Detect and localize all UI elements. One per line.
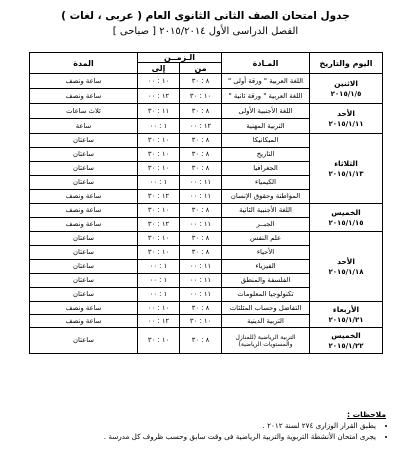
- subject-cell: علم النفس: [222, 232, 310, 246]
- time-to-cell: ١٠ : ٣٠: [138, 204, 180, 218]
- table-row: [30, 232, 383, 246]
- day-date: ٢٠١٥/١/١١: [328, 119, 364, 128]
- schedule-table: [29, 52, 383, 354]
- subject-cell: الكيمياء: [222, 176, 310, 190]
- duration-cell: ساعتان: [30, 288, 138, 302]
- day-name: الأربعاء: [332, 304, 360, 314]
- time-from-cell: ١١ : ٠٠: [180, 176, 222, 190]
- day-name: الأحد: [337, 108, 355, 118]
- time-from-cell: ٨ : ٣٠: [180, 148, 222, 162]
- time-to-cell: ١٠ : ٣٠: [138, 232, 180, 246]
- time-to-cell: ١٢ : ٣٠: [138, 190, 180, 204]
- time-from-cell: ٨ : ٣٠: [180, 328, 222, 354]
- subject-cell: التاريخ: [222, 148, 310, 162]
- time-from-cell: ١١ : ٠٠: [180, 260, 222, 274]
- duration-cell: ساعة ونصف: [30, 190, 138, 204]
- time-to-cell: ١٢ : ٠٠: [138, 89, 180, 104]
- duration-cell: ساعة ونصف: [30, 74, 138, 89]
- header-subject: المـادة: [222, 53, 310, 74]
- subject-cell: التفاضل وحساب المثلثات: [222, 302, 310, 315]
- page-title: جدول امتحان الصف الثانى الثانوى العام ( عربى ، لغات ): [61, 10, 350, 22]
- time-from-cell: ١٠ : ٣٠: [180, 89, 222, 104]
- subject-cell: تكنولوجيا المعلومات: [222, 288, 310, 302]
- time-to-cell: ١ : ٠٠: [138, 274, 180, 288]
- schedule-body: [30, 74, 383, 354]
- time-from-cell: ١١ : ٠٠: [180, 288, 222, 302]
- note-item: • يجرى امتحان الأنشطة التربوية والتربية الرياضية فى وقت سابق وحسب ظروف كل مدرسة .: [28, 432, 376, 441]
- day-name: الأحد: [337, 256, 355, 266]
- subject-cell: التربية المهنية: [222, 119, 310, 134]
- time-to-cell: ١ : ٠٠: [138, 119, 180, 134]
- duration-cell: ساعتان: [30, 162, 138, 176]
- subject-cell: الميكانيكا: [222, 134, 310, 148]
- subject-cell: الجبــر: [222, 218, 310, 232]
- time-to-cell: ١١ : ٣٠: [138, 104, 180, 119]
- subject-cell: المواطنة وحقوق الإنسان: [222, 190, 310, 204]
- duration-cell: ثلاث ساعات: [30, 104, 138, 119]
- header-day: اليوم والتاريخ: [310, 53, 383, 74]
- subject-cell: الأحياء: [222, 246, 310, 260]
- duration-cell: ساعة: [30, 119, 138, 134]
- subject-cell: اللغة الأجنبية الأولى: [222, 104, 310, 119]
- subject-cell: الفلسفة والمنطق: [222, 274, 310, 288]
- time-from-cell: ٨ : ٣٠: [180, 162, 222, 176]
- subject-cell: اللغة العربية " ورقة ثانية ": [222, 89, 310, 104]
- table-row: [30, 134, 383, 148]
- duration-cell: ساعتان: [30, 176, 138, 190]
- table-row: [30, 328, 383, 354]
- time-from-cell: ٨ : ٣٠: [180, 104, 222, 119]
- time-from-cell: ٨ : ٣٠: [180, 232, 222, 246]
- header-time: الـزمــن: [138, 53, 222, 63]
- time-to-cell: ١ : ٠٠: [138, 176, 180, 190]
- table-row: [30, 302, 383, 315]
- time-to-cell: ١٠ : ٠٠: [138, 74, 180, 89]
- time-from-cell: ١١ : ٠٠: [180, 218, 222, 232]
- day-name: الخميس: [331, 207, 361, 217]
- day-name: الاثنين: [334, 78, 358, 88]
- page-subtitle: الفصل الدراسى الأول ٢٠١٥/٢٠١٤ [ صباحى ]: [112, 26, 299, 37]
- duration-cell: ساعتان: [30, 274, 138, 288]
- note-item: • يطبق القرار الوزارى ٢٧٤ لسنة ٢٠١٢ .: [28, 421, 376, 430]
- time-to-cell: ١٢ : ٠٠: [138, 315, 180, 328]
- header-duration: المدة: [30, 53, 138, 74]
- day-name: الثلاثاء: [334, 158, 358, 168]
- time-from-cell: ٨ : ٣٠: [180, 204, 222, 218]
- time-from-cell: ٨ : ٣٠: [180, 134, 222, 148]
- day-date: ٢٠١٥/١/٥: [330, 89, 362, 98]
- time-from-cell: ١٠ : ٣٠: [180, 315, 222, 328]
- duration-cell: ساعة ونصف: [30, 204, 138, 218]
- notes-section: [28, 410, 386, 443]
- time-to-cell: ١٠ : ٣٠: [138, 134, 180, 148]
- duration-cell: ساعة ونصف: [30, 89, 138, 104]
- duration-cell: ساعتان: [30, 148, 138, 162]
- header-from: من: [180, 63, 222, 74]
- day-date: ٢٠١٥/١/١٥: [328, 218, 364, 227]
- time-from-cell: ٨ : ٣٠: [180, 302, 222, 315]
- duration-cell: ساعتان: [30, 328, 138, 354]
- table-row: [30, 104, 383, 119]
- time-from-cell: ٨ : ٣٠: [180, 246, 222, 260]
- subject-cell: الجغرافيا: [222, 162, 310, 176]
- subject-cell: التربية الرياضية (للمنازل والمستويات الرياضية): [222, 328, 310, 354]
- time-to-cell: ١٠ : ٣٠: [138, 328, 180, 354]
- time-to-cell: ١ : ٠٠: [138, 260, 180, 274]
- duration-cell: ساعتان: [30, 260, 138, 274]
- subject-cell: اللغة العربية " ورقة أولى ": [222, 74, 310, 89]
- duration-cell: ساعتان: [30, 246, 138, 260]
- notes-title: ملاحظات :: [346, 410, 386, 419]
- day-date: ٢٠١٥/١/١٨: [328, 267, 364, 276]
- day-cell: [310, 328, 383, 354]
- time-to-cell: ١٢ : ٣٠: [138, 218, 180, 232]
- header-to: إلى: [138, 63, 180, 74]
- subject-cell: الفيزياء: [222, 260, 310, 274]
- time-to-cell: ١٠ : ٠٠: [138, 302, 180, 315]
- time-from-cell: ١١ : ٠٠: [180, 190, 222, 204]
- day-cell: [310, 74, 383, 104]
- day-cell: [310, 232, 383, 302]
- time-from-cell: ٨ : ٣٠: [180, 74, 222, 89]
- time-from-cell: ١١ : ٠٠: [180, 274, 222, 288]
- subject-cell: التربية الدينية: [222, 315, 310, 328]
- table-row: [30, 204, 383, 218]
- day-cell: [310, 104, 383, 134]
- duration-cell: ساعتان: [30, 232, 138, 246]
- day-cell: [310, 302, 383, 328]
- time-to-cell: ١ : ٠٠: [138, 288, 180, 302]
- duration-cell: ساعة ونصف: [30, 315, 138, 328]
- table-row: [30, 74, 383, 89]
- time-to-cell: ١٠ : ٣٠: [138, 246, 180, 260]
- time-to-cell: ١٠ : ٣٠: [138, 148, 180, 162]
- day-date: ٢٠١٥/١/٢١: [328, 315, 364, 324]
- duration-cell: ساعتان: [30, 134, 138, 148]
- day-cell: [310, 134, 383, 204]
- day-name: الخميس: [331, 330, 361, 340]
- time-to-cell: ١٠ : ٣٠: [138, 162, 180, 176]
- day-date: ٢٠١٥/١/٢٢: [328, 341, 364, 350]
- day-date: ٢٠١٥/١/١٣: [328, 169, 364, 178]
- time-from-cell: ١٢ : ٠٠: [180, 119, 222, 134]
- day-cell: [310, 204, 383, 232]
- duration-cell: ساعة ونصف: [30, 218, 138, 232]
- subject-cell: اللغة الأجنبية الثانية: [222, 204, 310, 218]
- notes-list: [28, 421, 386, 441]
- duration-cell: ساعة ونصف: [30, 302, 138, 315]
